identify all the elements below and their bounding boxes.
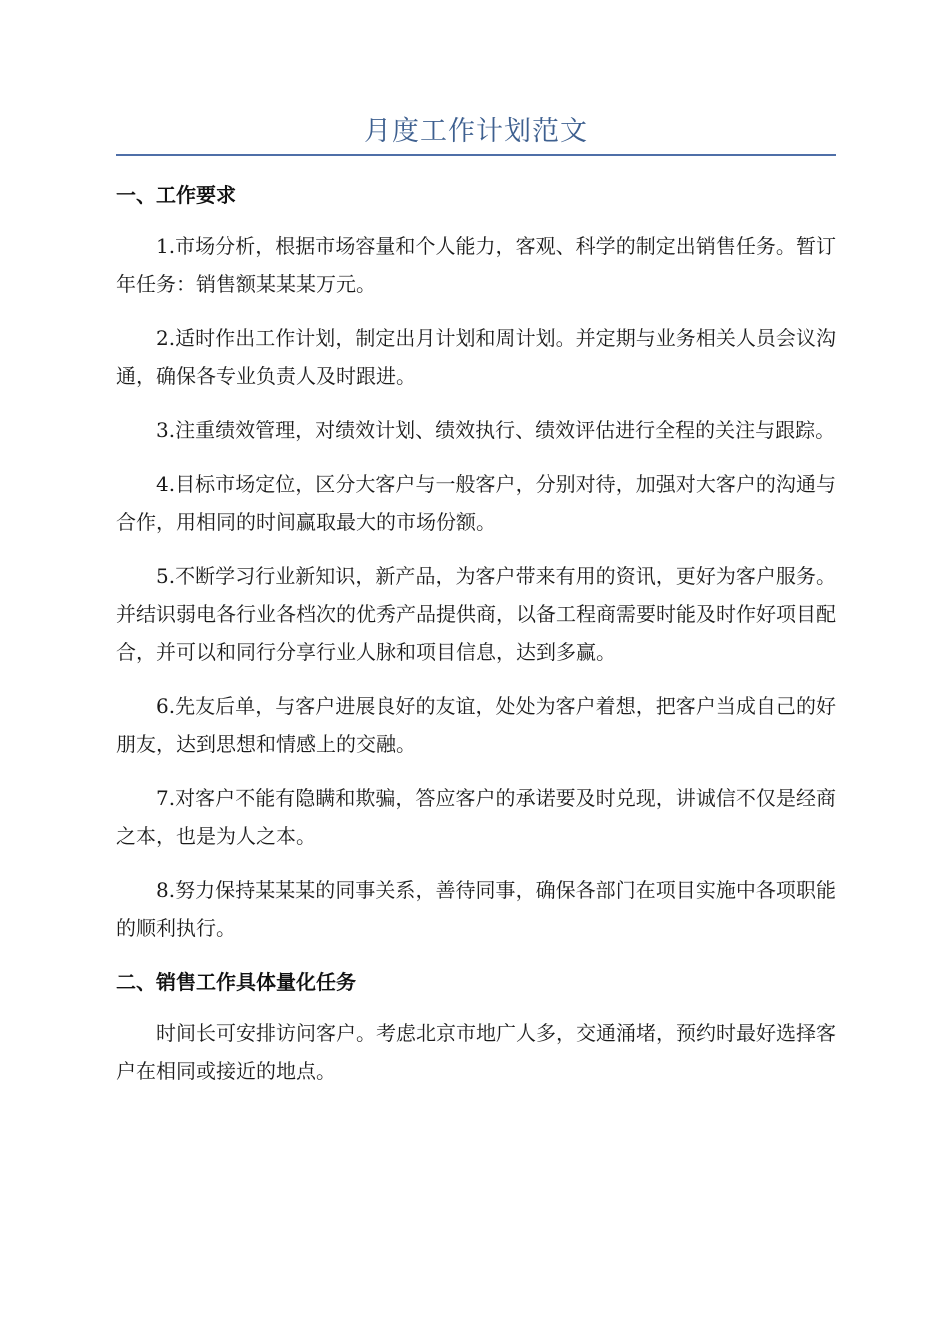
paragraph: 4.目标市场定位，区分大客户与一般客户，分别对待，加强对大客户的沟通与合作，用相同的时间赢取最大的市场份额。: [116, 472, 836, 534]
paragraph: 6.先友后单，与客户进展良好的友谊，处处为客户着想，把客户当成自己的好朋友，达到思想和情感上的交融。: [116, 694, 836, 756]
paragraph: 1.市场分析，根据市场容量和个人能力，客观、科学的制定出销售任务。暂订年任务：销售额某某某万元。: [116, 234, 836, 296]
section-sales-tasks: [116, 963, 836, 1090]
document-body: [116, 176, 836, 1106]
section-heading: 一、工作要求: [116, 183, 236, 207]
title-underline: [116, 154, 836, 156]
paragraph: 8.努力保持某某某的同事关系，善待同事，确保各部门在项目实施中各项职能的顺利执行。: [116, 878, 836, 940]
paragraph: 7.对客户不能有隐瞒和欺骗，答应客户的承诺要及时兑现，讲诚信不仅是经商之本，也是为人之本。: [116, 786, 836, 848]
document-title: 月度工作计划范文: [364, 116, 588, 147]
paragraph: 5.不断学习行业新知识，新产品，为客户带来有用的资讯，更好为客户服务。并结识弱电各行业各档次的优秀产品提供商，以备工程商需要时能及时作好项目配合，并可以和同行分享行业人脉和项目信息，达到多赢。: [116, 564, 836, 664]
paragraph: 时间长可安排访问客户。考虑北京市地广人多，交通涌堵，预约时最好选择客户在相同或接近的地点。: [116, 1021, 836, 1083]
paragraph: 2.适时作出工作计划，制定出月计划和周计划。并定期与业务相关人员会议沟通，确保各专业负责人及时跟进。: [116, 326, 836, 388]
section-heading: 二、销售工作具体量化任务: [116, 970, 356, 994]
section-work-requirements: [116, 176, 836, 947]
paragraph: 3.注重绩效管理，对绩效计划、绩效执行、绩效评估进行全程的关注与跟踪。: [156, 418, 836, 442]
